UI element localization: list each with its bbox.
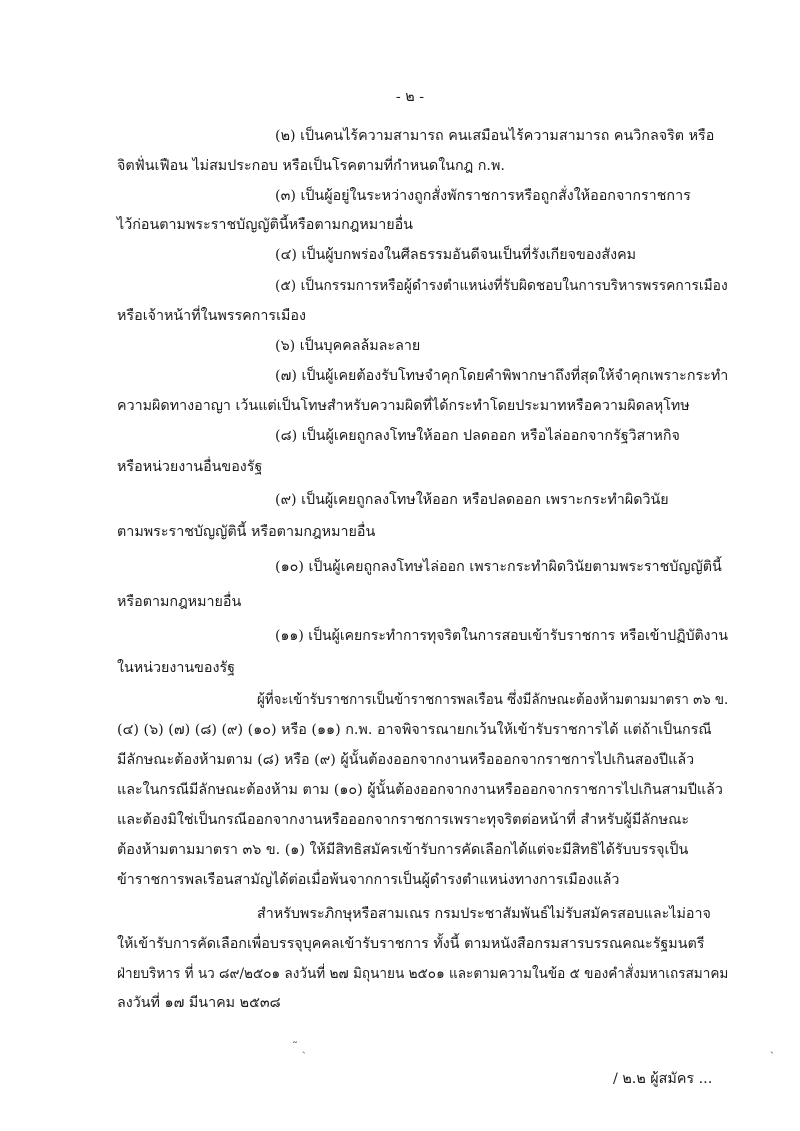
para-monks-line-4: ลงวันที่ ๑๗ มีนาคม ๒๕๓๘ (117, 995, 281, 1011)
item-6-line-1: (๖) เป็นบุคคลล้มละลาย (275, 338, 421, 354)
para-exemption-line-7: ข้าราชการพลเรือนสามัญได้ต่อเมื่อพ้นจากการเป็นผู้ดำรงตำแหน่งทางการเมืองแล้ว (117, 872, 620, 888)
para-exemption-line-1: ผู้ที่จะเข้ารับราชการเป็นข้าราชการพลเรือน ซึ่งมีลักษณะต้องห้ามตามมาตรา ๓๖ ข. (257, 692, 729, 708)
para-monks-line-2: ให้เข้ารับการคัดเลือกเพื่อบรรจุบุคคลเข้ารับราชการ ทั้งนี้ ตามหนังสือกรมสารบรรณคณะรัฐมนตรี (117, 936, 705, 952)
item-8-line-1: (๘) เป็นผู้เคยถูกลงโทษให้ออก ปลดออก หรือไล่ออกจากรัฐวิสาหกิจ (275, 428, 680, 444)
para-exemption-line-6: ต้องห้ามตามมาตรา ๓๖ ข. (๑) ให้มีสิทธิสมัครเข้ารับการคัดเลือกได้แต่จะมีสิทธิได้รับบรรจุเป็น (117, 842, 689, 858)
item-9-line-1: (๙) เป็นผู้เคยถูกลงโทษให้ออก หรือปลดออก เพราะกระทำผิดวินัย (275, 492, 669, 508)
item-3-line-1: (๓) เป็นผู้อยู่ในระหว่างถูกสั่งพักราชการหรือถูกสั่งให้ออกจากราชการ (275, 188, 691, 204)
item-11-line-2: ในหน่วยงานของรัฐ (117, 660, 236, 676)
item-7-line-1: (๗) เป็นผู้เคยต้องรับโทษจำคุกโดยคำพิพากษาถึงที่สุดให้จำคุกเพราะกระทำ (275, 368, 729, 384)
item-10-line-2: หรือตามกฎหมายอื่น (117, 594, 242, 610)
item-3-line-2: ไว้ก่อนตามพระราชบัญญัตินี้หรือตามกฎหมายอื่น (117, 217, 413, 233)
para-exemption-line-5: และต้องมิใช่เป็นกรณีออกจากงานหรือออกจากราชการเพราะทุจริตต่อหน้าที่ สำหรับผู้มีลักษณะ (117, 812, 690, 828)
item-11-line-1: (๑๑) เป็นผู้เคยกระทำการทุจริตในการสอบเข้ารับราชการ หรือเข้าปฏิบัติงาน (275, 628, 729, 644)
item-7-line-2: ความผิดทางอาญา เว้นแต่เป็นโทษสำหรับความผิดที่ได้กระทำโดยประมาทหรือความผิดลหุโทษ (117, 398, 690, 414)
item-5-line-1: (๕) เป็นกรรมการหรือผู้ดำรงตำแหน่งที่รับผิดชอบในการบริหารพรรคการเมือง (275, 278, 728, 294)
para-exemption-line-3: มีลักษณะต้องห้ามตาม (๘) หรือ (๙) ผู้นั้นต้องออกจากงานหรือออกจากราชการไปเกินสองปีแล้ว (117, 752, 695, 768)
item-2-line-1: (๒) เป็นคนไร้ความสามารถ คนเสมือนไร้ความสามารถ คนวิกลจริต หรือ (275, 128, 715, 144)
page-number: - ๒ - (395, 89, 425, 105)
item-4-line-1: (๔) เป็นผู้บกพร่องในศีลธรรมอันดีจนเป็นที่รังเกียจของสังคม (275, 247, 637, 263)
para-exemption-line-4: และในกรณีมีลักษณะต้องห้าม ตาม (๑๐) ผู้นั้นต้องออกจากงานหรือออกจากราชการไปเกินสามปีแล้ว (117, 782, 723, 798)
item-2-line-2: จิตฟั่นเฟือน ไม่สมประกอบ หรือเป็นโรคตามที่กำหนดในกฎ ก.พ. (117, 158, 505, 174)
item-10-line-1: (๑๐) เป็นผู้เคยถูกลงโทษไล่ออก เพราะกระทำผิดวินัยตามพระราชบัญญัตินี้ (275, 559, 722, 575)
item-5-line-2: หรือเจ้าหน้าที่ในพรรคการเมือง (117, 308, 306, 324)
item-9-line-2: ตามพระราชบัญญัตินี้ หรือตามกฎหมายอื่น (117, 524, 376, 540)
para-exemption-line-2: (๔) (๖) (๗) (๘) (๙) (๑๐) หรือ (๑๑) ก.พ. อาจพิจารณายกเว้นให้เข้ารับราชการได้ แต่ถ้าเป็นกรณี (117, 722, 712, 738)
continuation-footer: / ๒.๒ ผู้สมัคร ... (613, 1071, 713, 1087)
para-monks-line-3: ฝ่ายบริหาร ที่ นว ๘๙/๒๕๐๑ ลงวันที่ ๒๗ มิถุนายน ๒๕๐๑ และตามความในข้อ ๕ ของคำสั่งมหาเถรสมาคม (117, 966, 729, 982)
para-monks-line-1: สำหรับพระภิกษุหรือสามเณร กรมประชาสัมพันธ์ไม่รับสมัครสอบและไม่อาจ (257, 906, 711, 922)
scan-speck: ˜ ˏ (292, 1040, 306, 1054)
scan-speck: ˏ (770, 1040, 774, 1054)
item-8-line-2: หรือหน่วยงานอื่นของรัฐ (117, 459, 263, 475)
